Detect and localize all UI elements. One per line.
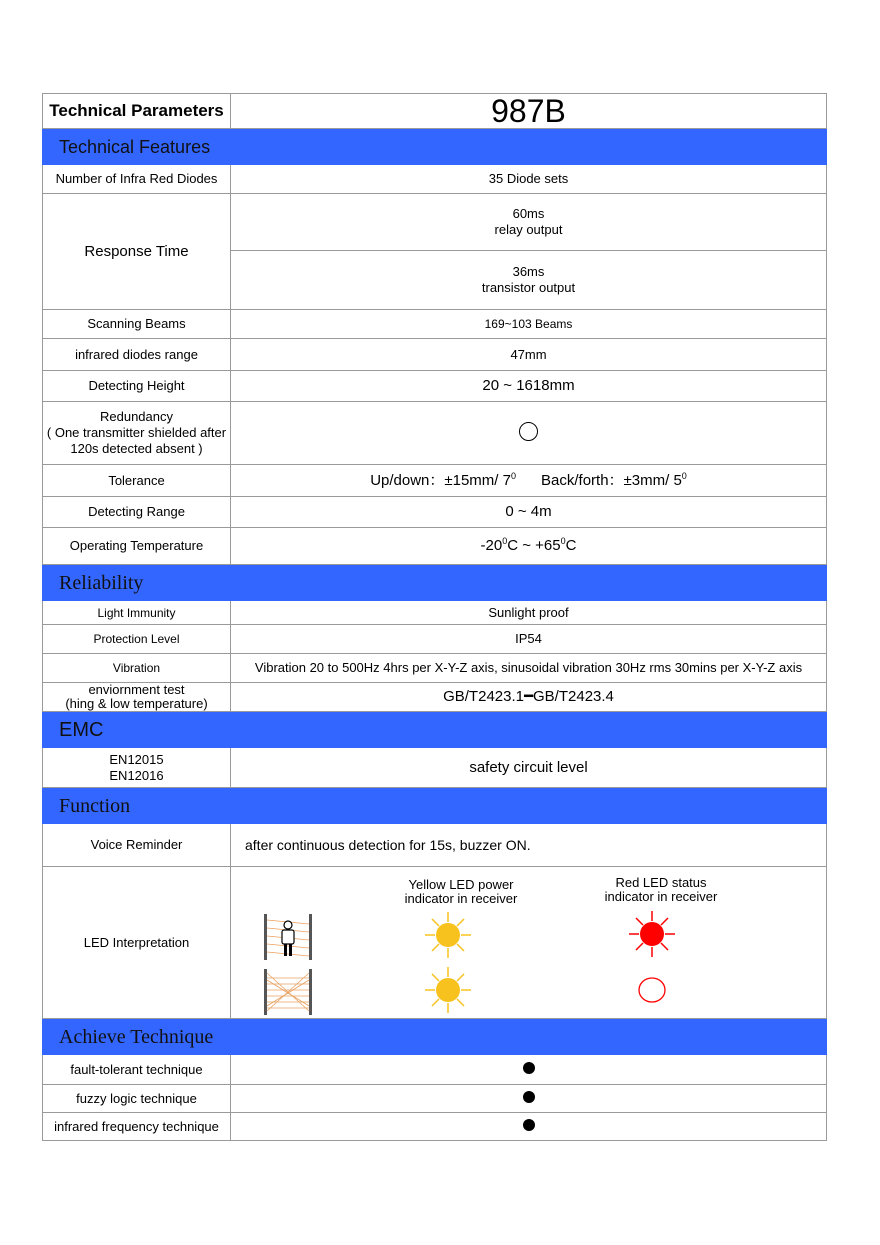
section-title-achieve: Achieve Technique — [43, 1019, 827, 1055]
row-range — [43, 339, 827, 371]
value-light-immunity: Sunlight proof — [231, 601, 827, 625]
row-detecting-range — [43, 497, 827, 528]
emc-line2: EN12016 — [109, 767, 164, 783]
row-vibration — [43, 654, 827, 683]
value-range: 47mm — [231, 339, 827, 371]
table-title: Technical Parameters — [43, 94, 231, 129]
section-title-reliability: Reliability — [43, 565, 827, 601]
section-band-reliability — [43, 565, 827, 601]
yellow-led-on-icon — [425, 967, 471, 1013]
row-infrared-frequency — [43, 1113, 827, 1141]
transistor-note: transistor output — [481, 280, 576, 295]
label-temperature: Operating Temperature — [43, 528, 231, 565]
row-fuzzy-logic — [43, 1085, 827, 1113]
value-fault-tolerant — [231, 1055, 827, 1085]
filled-dot-icon — [523, 1119, 535, 1131]
value-emc: safety circuit level — [231, 748, 827, 788]
relay-time: 60ms — [512, 206, 545, 221]
row-temperature — [43, 528, 827, 565]
value-redundancy — [231, 402, 827, 465]
model-number: 987B — [231, 94, 827, 129]
label-voice: Voice Reminder — [43, 824, 231, 867]
row-fault-tolerant — [43, 1055, 827, 1085]
led-graphics — [231, 868, 826, 1018]
env-line2: (hing & low temperature) — [65, 696, 208, 711]
open-circle-icon — [519, 422, 538, 441]
value-detecting-range: 0 ~ 4m — [231, 497, 827, 528]
redundancy-line3: 120s detected absent ) — [70, 441, 203, 456]
label-detecting-range: Detecting Range — [43, 497, 231, 528]
value-tolerance — [231, 465, 827, 497]
led-diagram — [231, 868, 826, 1018]
value-vibration: Vibration 20 to 500Hz 4hrs per X-Y-Z axis, sinusoidal vibration 30Hz rms 30mins per X-Y-Z axis — [231, 654, 827, 683]
temp-high-unit: C — [565, 537, 577, 554]
value-led — [231, 867, 827, 1019]
emc-line1: EN12015 — [109, 751, 164, 767]
curtain-clear-icon — [264, 969, 312, 1015]
row-beams — [43, 310, 827, 339]
row-environment — [43, 683, 827, 712]
curtain-person-icon — [264, 914, 312, 960]
section-band-function — [43, 788, 827, 824]
header-row — [43, 94, 827, 129]
label-beams: Scanning Beams — [43, 310, 231, 339]
spec-table — [42, 93, 827, 1141]
yellow-led-on-icon — [425, 912, 471, 958]
yellow-caption-line2: indicator in receiver — [404, 890, 518, 906]
temp-low-sup: 0 — [502, 536, 508, 546]
label-redundancy — [43, 402, 231, 465]
relay-note: relay output — [494, 222, 563, 237]
value-diodes: 35 Diode sets — [231, 165, 827, 194]
value-protection: IP54 — [231, 625, 827, 654]
label-protection: Protection Level — [43, 625, 231, 654]
label-response-time: Response Time — [43, 194, 231, 310]
label-range: infrared diodes range — [43, 339, 231, 371]
label-height: Detecting Height — [43, 371, 231, 402]
temp-low: -20 — [480, 537, 503, 554]
row-protection — [43, 625, 827, 654]
section-title-function: Function — [43, 788, 827, 824]
red-caption-line2: indicator in receiver — [604, 888, 718, 904]
value-fuzzy-logic — [231, 1085, 827, 1113]
tolerance-backforth-sup: 0 — [681, 470, 687, 481]
value-temperature — [231, 528, 827, 565]
red-led-off-icon — [639, 978, 665, 1002]
filled-dot-icon — [523, 1062, 535, 1074]
value-response-transistor — [231, 251, 827, 310]
value-environment: GB/T2423.1━GB/T2423.4 — [231, 683, 827, 712]
red-led-on-icon — [629, 911, 675, 957]
row-tolerance — [43, 465, 827, 497]
tolerance-updown: Up/down：±15mm/ 7 — [370, 471, 511, 489]
spec-sheet — [42, 93, 827, 1141]
label-light-immunity: Light Immunity — [43, 601, 231, 625]
temp-low-unit: C ~ +65 — [507, 537, 561, 554]
label-vibration: Vibration — [43, 654, 231, 683]
row-redundancy — [43, 402, 827, 465]
row-emc — [43, 748, 827, 788]
label-tolerance: Tolerance — [43, 465, 231, 497]
value-response-relay — [231, 194, 827, 251]
redundancy-line2: ( One transmitter shielded after — [46, 425, 227, 440]
section-band-emc — [43, 712, 827, 748]
label-fuzzy-logic: fuzzy logic technique — [43, 1085, 231, 1113]
row-height — [43, 371, 827, 402]
section-band-achieve — [43, 1019, 827, 1055]
env-line1: enviornment test — [88, 682, 185, 697]
tolerance-backforth: Back/forth：±3mm/ 5 — [541, 471, 682, 489]
yellow-caption-line1: Yellow LED power — [408, 876, 514, 892]
label-diodes: Number of Infra Red Diodes — [43, 165, 231, 194]
row-response-relay — [43, 194, 827, 251]
filled-dot-icon — [523, 1091, 535, 1103]
redundancy-line1: Redundancy — [100, 409, 173, 424]
label-led: LED Interpretation — [43, 867, 231, 1019]
row-voice — [43, 824, 827, 867]
value-voice: after continuous detection for 15s, buzzer ON. — [231, 824, 827, 867]
value-beams: 169~103 Beams — [231, 310, 827, 339]
value-infrared-frequency — [231, 1113, 827, 1141]
label-infrared-frequency: infrared frequency technique — [43, 1113, 231, 1141]
label-emc — [43, 748, 231, 788]
label-environment — [43, 683, 231, 712]
temp-high-sup: 0 — [560, 536, 566, 546]
label-fault-tolerant: fault-tolerant technique — [43, 1055, 231, 1085]
red-caption-line1: Red LED status — [615, 874, 707, 890]
tolerance-updown-sup: 0 — [510, 470, 516, 481]
value-height: 20 ~ 1618mm — [231, 371, 827, 402]
section-band-features — [43, 129, 827, 165]
section-title-emc: EMC — [43, 712, 827, 748]
section-title-features: Technical Features — [43, 129, 827, 165]
transistor-time: 36ms — [512, 264, 545, 279]
row-diodes — [43, 165, 827, 194]
row-led — [43, 867, 827, 1019]
row-light-immunity — [43, 601, 827, 625]
